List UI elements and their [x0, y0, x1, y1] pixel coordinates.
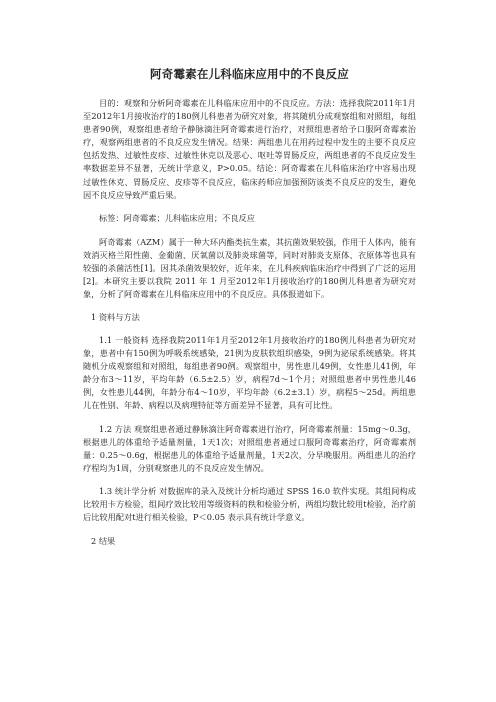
section-1-2: 1.2 方法 观察组患者通过静脉滴注阿奇霉素进行治疗，阿奇霉素剂量：15mg～0.3g，根据患儿的体重给予适量剂量，1天1次；对照组患者通过口服阿奇霉素治疗，阿奇霉素剂量：0.25～0.6g，根据患儿的体重给予适量剂量，1天2次，分早晚服用。两组患儿的治疗疗程均为1周，分别观察患儿的不良反应发生情况。: [83, 423, 416, 473]
introduction: 阿奇霉素（AZM）属于一种大环内酯类抗生素，其抗菌效果较强，作用于人体内，能有效消灭格兰阳性菌、金葡菌、厌氧菌以及肺炎球菌等，同时对肺炎支原体、衣原体等也具有较强的杀菌活性[1]。因其杀菌效果较好，近年来，在儿科疾病临床治疗中得到了广泛的运用[2]。本研究主要以我院 2011 年 1 月至2012年1月接收治疗的180例儿科患者为研究对象，分析了阿奇霉素在儿科临床应用中的不良反应。具体报道如下。: [83, 236, 416, 299]
section-2-heading: 2 结果: [91, 535, 116, 546]
section-1-3: 1.3 统计学分析 对数据库的录入及统计分析均通过 SPSS 16.0 软件实现。其组间构成比较用卡方检验，组间疗效比较用等级资料的秩和检验分析，两组均数比较用t检验，治疗前后比较用配对t进行相关检验，P＜0.05 表示具有统计学意义。: [83, 486, 416, 523]
abstract: 目的：观察和分析阿奇霉素在儿科临床应用中的不良反应。方法：选择我院2011年1月至2012年1月接收治疗的180例儿科患者为研究对象，将其随机分成观察组和对照组，每组患者90例，观察组患者给予静脉滴注阿奇霉素进行治疗，对照组患者给予口服阿奇霉素治疗，观察两组患者的不良反应发生情况。结果：两组患儿在用药过程中发生的主要不良反应包括发热、过敏性皮疹、过敏性休克以及恶心、呕吐等胃肠反应，两组患者的不良反应发生率数据差异不显著，无统计学意义，P>0.05。结论：阿奇霉素在儿科临床治疗中容易出现过敏性休克、胃肠反应、皮疹等不良反应，临床药师应加强预防该类不良反应的发生，避免因不良反应导致严重后果。: [83, 98, 416, 200]
section-1-heading: 1 资料与方法: [91, 312, 140, 323]
keywords: 标签：阿奇霉素；儿科临床应用；不良反应: [99, 213, 255, 224]
section-1-1: 1.1 一般资料 选择我院2011年1月至2012年1月接收治疗的180例儿科患者为研究对象，患者中有150例为呼吸系统感染，21例为皮肤软组织感染，9例为泌尿系统感染。将其随机分成观察组和对照组，每组患者90例。观察组中，男性患儿49例，女性患儿41例，年龄分布3～11岁，平均年龄（6.5±2.5）岁，病程7d～1个月；对照组患者中男性患儿46例，女性患儿44例，年龄分布4～10岁，平均年龄（6.2±3.1）岁，病程5～25d。两组患儿在性别、年龄、病程以及病理特征等方面差异不显著，具有可比性。: [83, 334, 416, 411]
paper-title: 阿奇霉素在儿科临床应用中的不良反应: [150, 67, 349, 81]
